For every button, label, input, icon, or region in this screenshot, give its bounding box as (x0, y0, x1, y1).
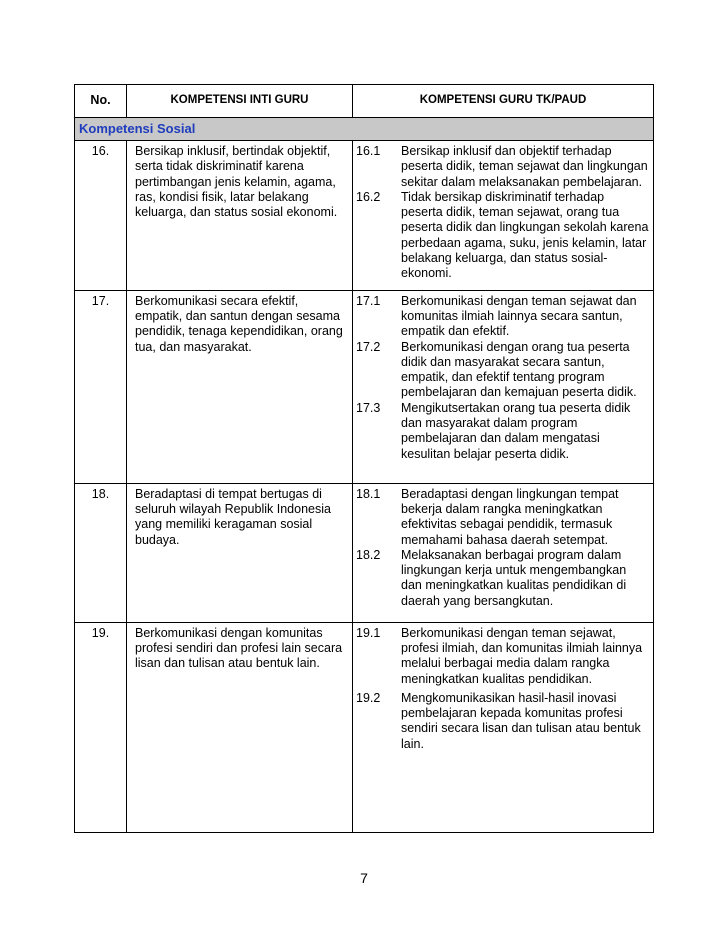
section-row (75, 118, 654, 141)
sub-text: Mengikutsertakan orang tua peserta didik dan masyarakat dalam program pembelajaran dan dalam mengatasi kesulitan belajar peserta didik. (401, 400, 631, 461)
row-number: 19. (75, 622, 127, 832)
sub-competency-list (353, 141, 654, 291)
sub-competency (356, 294, 649, 340)
sub-number: 17.1 (356, 293, 381, 308)
header-paud-competency: KOMPETENSI GURU TK/PAUD (353, 85, 654, 118)
sub-competency (356, 190, 649, 282)
sub-text: Berkomunikasi dengan teman sejawat dan komunitas ilmiah lainnya secara santun, empatik dan efektif. (401, 293, 637, 339)
header-no: No. (75, 85, 127, 118)
sub-number: 17.3 (356, 400, 381, 415)
sub-competency (356, 691, 649, 752)
sub-number: 16.1 (356, 144, 381, 158)
table-row (75, 290, 654, 483)
row-number: 16. (75, 141, 127, 291)
sub-text: Melaksanakan berbagai program dalam lingkungan kerja untuk mengembangkan dan meningkatkan kualitas pendidikan di daerah yang bersangkutan. (401, 547, 627, 608)
table-row (75, 483, 654, 622)
row-number: 17. (75, 290, 127, 483)
table-row (75, 622, 654, 832)
section-title: Kompetensi Sosial (75, 118, 654, 141)
sub-text: Mengkomunikasikan hasil-hasil inovasi pembelajaran kepada komunitas profesi sendiri secara lisan dan tulisan atau bentuk lain. (401, 690, 641, 751)
sub-number: 16.2 (356, 189, 381, 204)
sub-text: Tidak bersikap diskriminatif terhadap peserta didik, teman sejawat, orang tua peserta didik dan lingkungan sekolah karena perbedaan agama, suku, jenis kelamin, latar belakang keluarga, dan status sosial-ekonomi. (401, 189, 649, 281)
table-row (75, 141, 654, 291)
core-competency: Berkomunikasi dengan komunitas profesi sendiri dan profesi lain secara lisan dan tulisan atau bentuk lain. (127, 622, 353, 832)
core-competency: Bersikap inklusif, bertindak objektif, serta tidak diskriminatif karena pertimbangan jenis kelamin, agama, ras, kondisi fisik, latar belakang keluarga, dan status sosial ekonomi. (127, 141, 353, 291)
sub-competency-list (353, 622, 654, 832)
page-number: 7 (360, 870, 368, 886)
sub-number: 17.2 (356, 339, 381, 354)
sub-competency (356, 144, 649, 190)
sub-competency (356, 626, 649, 687)
sub-competency (356, 401, 649, 462)
sub-competency (356, 487, 649, 548)
sub-competency (356, 340, 649, 401)
sub-number: 18.2 (356, 547, 381, 562)
header-core-competency: KOMPETENSI INTI GURU (127, 85, 353, 118)
sub-competency-list (353, 290, 654, 483)
sub-competency-list (353, 483, 654, 622)
sub-number: 19.1 (356, 625, 381, 640)
sub-text: Berkomunikasi dengan teman sejawat, profesi ilmiah, dan komunitas ilmiah lainnya melalui berbagai media dalam rangka meningkatkan kualitas pendidikan. (401, 625, 643, 686)
core-competency: Beradaptasi di tempat bertugas di seluruh wilayah Republik Indonesia yang memiliki keragaman sosial budaya. (127, 483, 353, 622)
competency-table (74, 84, 654, 833)
sub-text: Bersikap inklusif dan objektif terhadap peserta didik, teman sejawat dan lingkungan sekitar dalam melaksanakan pembelajaran. (401, 144, 648, 189)
sub-competency (356, 548, 649, 609)
sub-text: Berkomunikasi dengan orang tua peserta didik dan masyarakat secara santun, empatik, dan efektif tentang program pembelajaran dan kemajuan peserta didik. (401, 339, 637, 400)
sub-number: 18.1 (356, 486, 381, 501)
row-number: 18. (75, 483, 127, 622)
sub-text: Beradaptasi dengan lingkungan tempat bekerja dalam rangka meningkatkan efektivitas sebagai pendidik, termasuk memahami bahasa daerah setempat. (401, 486, 619, 547)
sub-number: 19.2 (356, 690, 381, 705)
core-competency: Berkomunikasi secara efektif, empatik, dan santun dengan sesama pendidik, tenaga kependidikan, orang tua, dan masyarakat. (127, 290, 353, 483)
header-row (75, 85, 654, 118)
